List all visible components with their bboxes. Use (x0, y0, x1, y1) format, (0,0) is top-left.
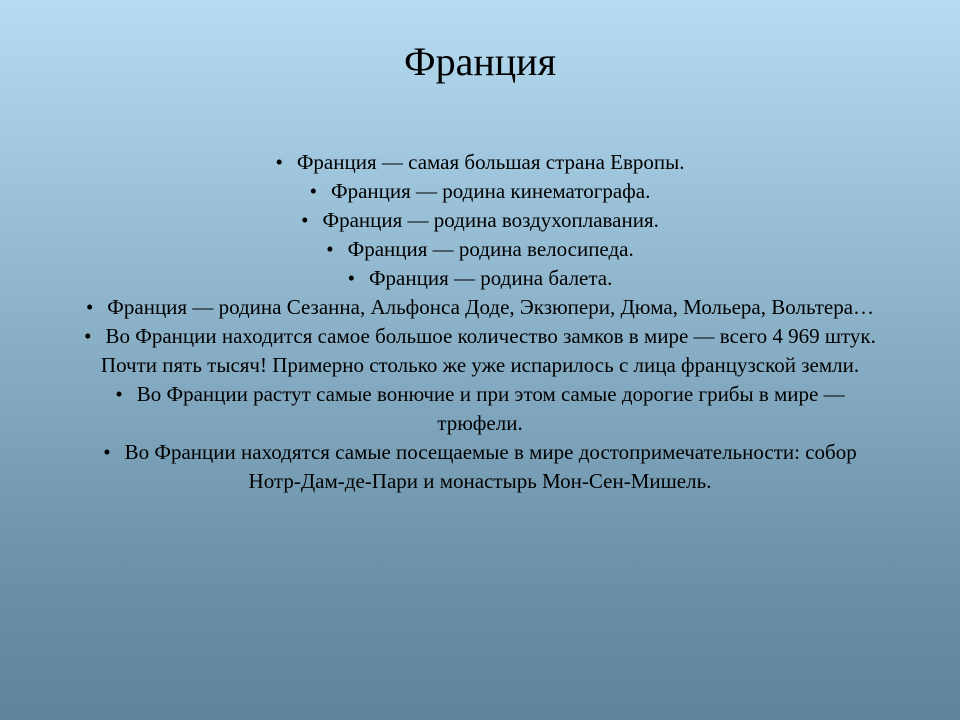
bullet-item (80, 438, 880, 496)
bullet-text: Франция — родина воздухоплавания. (322, 208, 659, 232)
bullet-text: Франция — родина велосипеда. (347, 237, 634, 261)
bullet-item (80, 177, 880, 206)
bullet-icon: • (301, 208, 309, 232)
bullet-text: Во Франции растут самые вонючие и при этом самые дорогие грибы в мире — трюфели. (136, 382, 845, 435)
bullet-text: Во Франции находится самое большое количество замков в мире — всего 4 969 штук. Почти пять тысяч! Примерно столько же уже испарилось с лица французской земли. (100, 324, 876, 377)
bullet-text: Во Франции находятся самые посещаемые в мире достопримечательности: собор Нотр-Дам-де-Пари и монастырь Мон-Сен-Мишель. (124, 440, 857, 493)
bullet-item (80, 148, 880, 177)
bullet-item (80, 380, 880, 438)
bullet-item (80, 206, 880, 235)
bullet-icon: • (347, 266, 355, 290)
bullet-icon: • (309, 179, 317, 203)
bullet-icon: • (115, 382, 123, 406)
bullet-text: Франция — родина балета. (368, 266, 613, 290)
bullet-icon: • (84, 324, 92, 348)
bullet-text: Франция — самая большая страна Европы. (296, 150, 685, 174)
bullet-icon: • (85, 295, 94, 319)
bullet-icon: • (275, 150, 283, 174)
bullet-text: Франция — родина Сезанна, Альфонса Доде, Экзюпери, Дюма, Мольера, Вольтера… (107, 295, 875, 319)
bullet-item (80, 293, 880, 322)
slide-title: Франция (404, 39, 556, 84)
bullet-text: Франция — родина кинематографа. (331, 179, 651, 203)
bullet-icon: • (103, 440, 111, 464)
bullet-item (80, 235, 880, 264)
bullet-item (80, 264, 880, 293)
bullet-item (80, 322, 880, 380)
bullet-icon: • (326, 237, 334, 261)
bullet-list (80, 148, 880, 496)
